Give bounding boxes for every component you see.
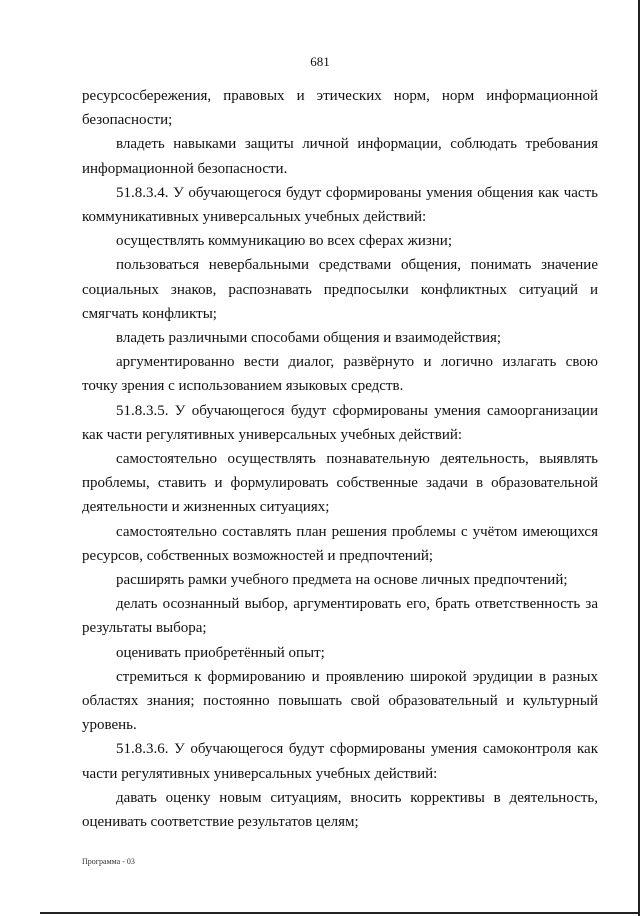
paragraph: владеть навыками защиты личной информации, соблюдать требования информационной безопасности. [82,136,598,177]
paragraph: пользоваться невербальными средствами общения, понимать значение социальных знаков, распознавать предпосылки конфликтных ситуаций и смягчать конфликты; [82,257,598,322]
document-body [82,84,598,834]
paragraph: самостоятельно составлять план решения проблемы с учётом имеющихся ресурсов, собственных возможностей и предпочтений; [82,523,598,564]
paragraph: осуществлять коммуникацию во всех сферах жизни; [116,233,452,250]
paragraph: ресурсосбережения, правовых и этических норм, норм информационной безопасности; [82,88,598,129]
paragraph: 51.8.3.5. У обучающегося будут сформированы умения самоорганизации как части регулятивных универсальных учебных действий: [82,402,598,443]
paragraph: владеть различными способами общения и взаимодействия; [116,330,502,347]
paragraph: аргументированно вести диалог, развёрнуто и логично излагать свою точку зрения с использованием языковых средств. [82,354,598,395]
paragraph: 51.8.3.6. У обучающегося будут сформированы умения самоконтроля как части регулятивных универсальных учебных действий: [82,741,598,782]
paragraph: расширять рамки учебного предмета на основе личных предпочтений; [116,572,568,589]
scan-edge-bottom [40,912,640,914]
paragraph: давать оценку новым ситуациям, вносить коррективы в деятельность, оценивать соответствие результатов целям; [82,789,598,831]
paragraph: делать осознанный выбор, аргументировать его, брать ответственность за результаты выбора; [82,596,598,637]
page-number: 681 [310,54,330,69]
footer-label: Программа - 03 [82,857,135,866]
paragraph: самостоятельно осуществлять познавательную деятельность, выявлять проблемы, ставить и формулировать собственные задачи в образовательной деятельности и жизненных ситуациях; [82,451,598,516]
paragraph: 51.8.3.4. У обучающегося будут сформированы умения общения как часть коммуникативных универсальных учебных действий: [82,184,598,226]
paragraph: оценивать приобретённый опыт; [116,644,325,661]
paragraph: стремиться к формированию и проявлению широкой эрудиции в разных областях знания; постоянно повышать свой образовательный и культурный уровень. [82,668,598,734]
